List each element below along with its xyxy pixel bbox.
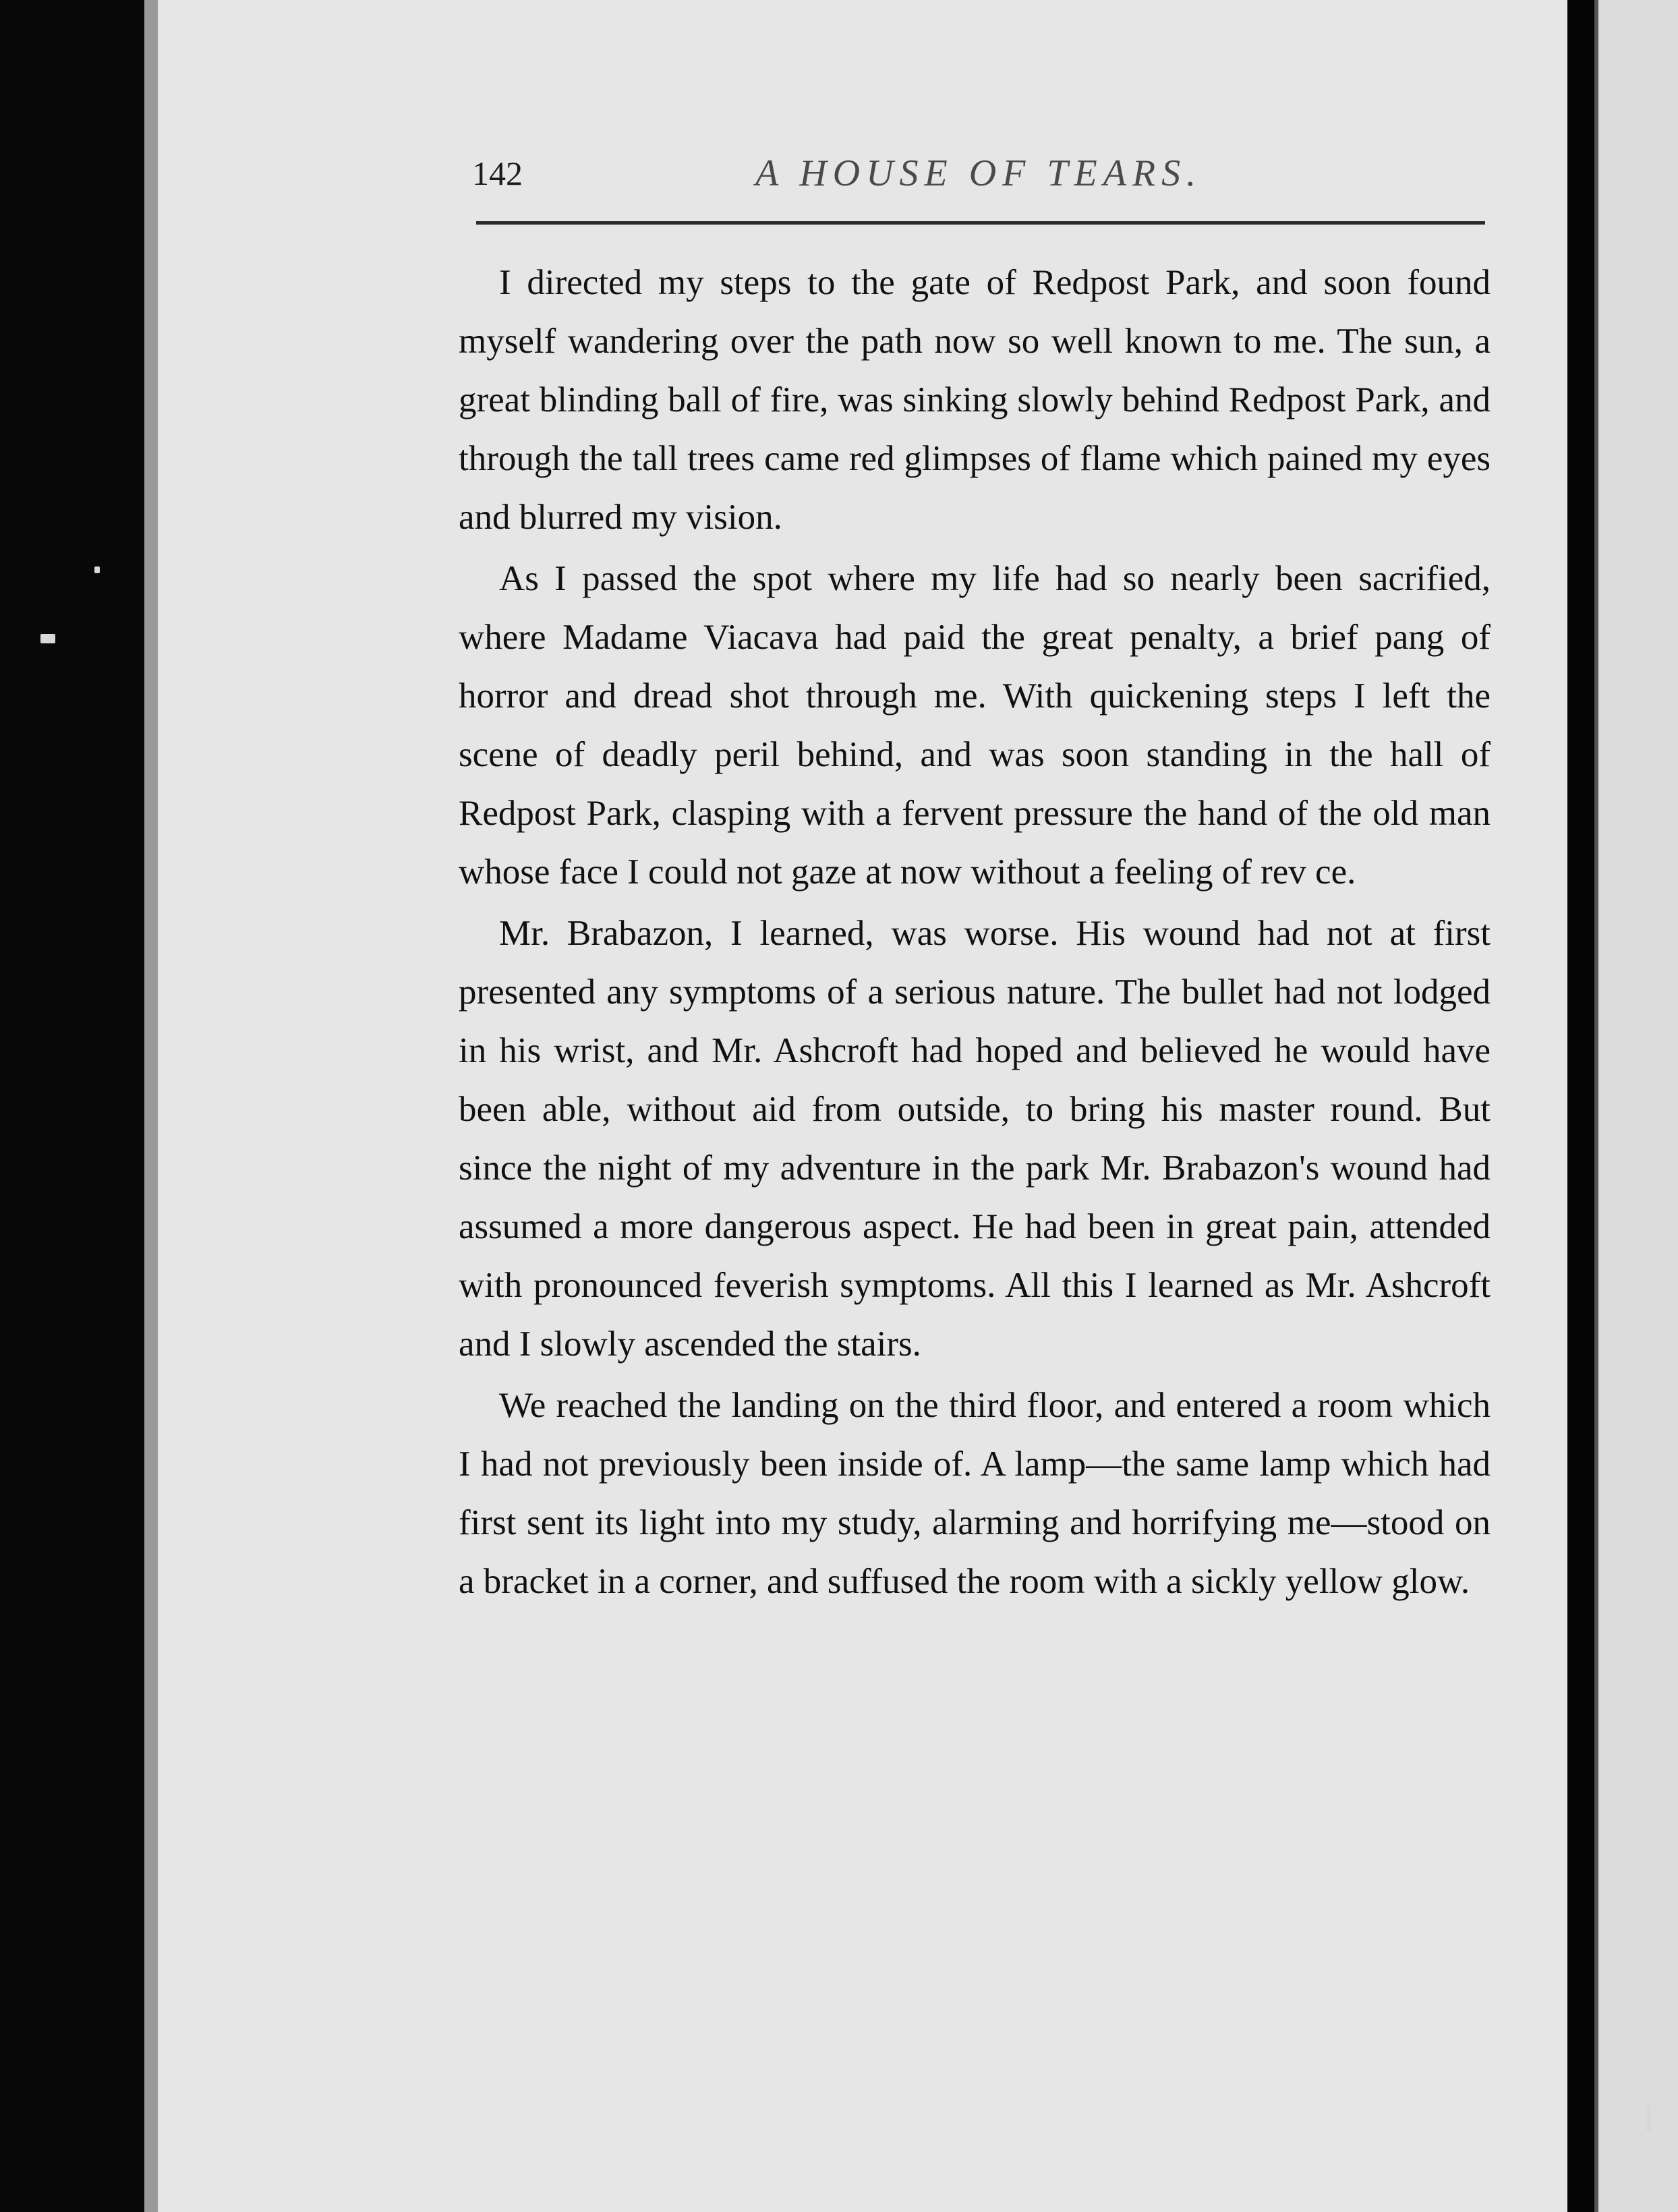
scan-speck <box>94 566 100 573</box>
left-dark-margin <box>0 0 144 2212</box>
scan-speck <box>40 634 55 643</box>
paragraph: As I passed the spot where my life had so nearly been sacrified, where Madame Viacava had paid the great penalty, a brief pang of horror and dread shot through me. With quickening steps I left the scene of deadly peril behind, and was soon standing in the hall of Redpost Park, clasping with a fervent pressure the hand of the old man whose face I could not gaze at now without a feeling of rev ce. <box>459 559 1491 892</box>
paragraph: We reached the landing on the third floor, and entered a room which I had not previously been inside of. A lamp—the same lamp which had first sent its light into my study, alarming and horrifying me—stood on a bracket in a corner, and suffused the room with a sickly yellow glow. <box>459 1386 1491 1601</box>
header-rule <box>476 221 1485 225</box>
adjacent-page-edge <box>1594 0 1678 2212</box>
paragraph: Mr. Brabazon, I learned, was worse. His wound had not at first presented any symptoms of a serious nature. The bullet had not lodged in his wrist, and Mr. Ashcroft had hoped and believed he would have been able, without aid from outside, to bring his master round. But since the night of my adventure in the park Mr. Brabazon's wound had assumed a more dangerous aspect. He had been in great pain, attended with pronounced feverish symptoms. All this I learned as Mr. Ashcroft and I slowly ascended the stairs. <box>459 914 1491 1364</box>
paragraph: I directed my steps to the gate of Redpost Park, and soon found myself wandering over the path now so well known to me. The sun, a great blinding ball of fire, was sinking slowly behind Redpost Park, and through the tall trees came red glimpses of flame which pained my eyes and blurred my vision. <box>459 263 1491 537</box>
page-number: 142 <box>472 154 523 192</box>
right-dark-margin <box>1567 0 1594 2212</box>
page-header <box>472 150 1484 197</box>
adjacent-page-border <box>1594 0 1598 2212</box>
left-binding-strip <box>144 0 158 2212</box>
running-title: A HOUSE OF TEARS. <box>755 152 1203 194</box>
scan-speck <box>1646 2104 1651 2131</box>
body-text <box>459 254 1491 1614</box>
